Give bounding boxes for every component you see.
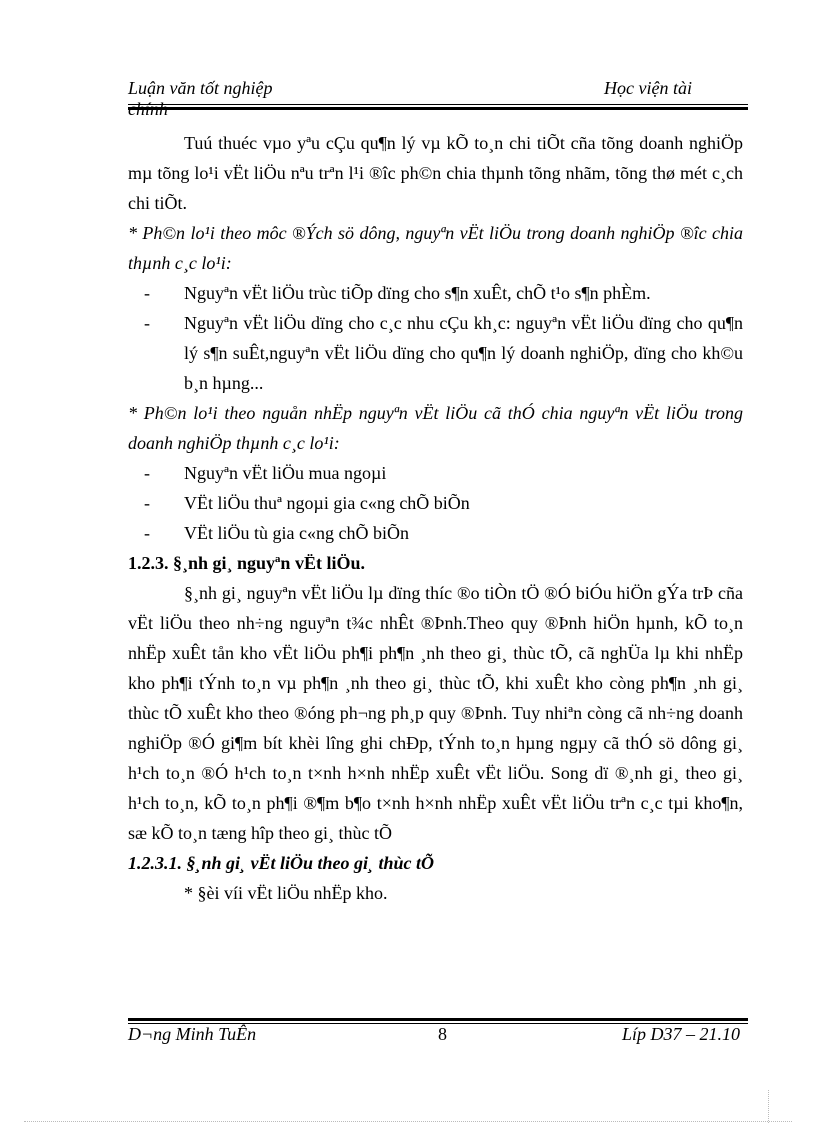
list-item xyxy=(128,458,743,488)
list-item-text: VËt liÖu thuª ngoµi gia c«ng chÕ biÕn xyxy=(184,493,470,513)
page-number: 8 xyxy=(438,1024,447,1044)
list-dash: - xyxy=(144,313,150,333)
classification-intro-1: * Ph©n lo¹i theo môc ®Ých sö dông, nguyªn vËt liÖu trong doanh nghiÖp ®îc chia thµnh c¸c lo¹i: xyxy=(128,223,743,273)
list-item xyxy=(128,488,743,518)
list-item-text: Nguyªn vËt liÖu dïng cho c¸c nhu cÇu kh¸c: nguyªn vËt liÖu dïng cho qu¶n lý s¶n suÊt,nguyªn vËt liÖu dïng cho qu¶n lý doanh nghiÖp, dïng cho kh©u b¸n hµng... xyxy=(184,313,743,393)
header-rule-thick xyxy=(128,107,748,110)
paragraph-1: Tuú thuéc vµo yªu cÇu qu¶n lý vµ kÕ to¸n chi tiÕt cña tõng doanh nghiÖp mµ tõng lo¹i vËt liÖu nªu trªn l¹i ®îc ph©n chia thµnh tõng nhãm, tõng thø mét c¸ch chi tiÕt. xyxy=(128,133,743,213)
header-left-title xyxy=(128,78,348,120)
list-item-text: Nguyªn vËt liÖu trùc tiÕp dïng cho s¶n xuÊt, chÕ t¹o s¶n phÈm. xyxy=(184,283,651,303)
header-rule-thin xyxy=(128,104,748,105)
paragraph-3: * §èi víi vËt liÖu nhËp kho. xyxy=(184,883,388,903)
page-header xyxy=(128,78,748,118)
section-heading: 1.2.3. §¸nh gi¸ nguyªn vËt liÖu. xyxy=(128,553,365,573)
list-dash: - xyxy=(144,283,150,303)
footer-class: Líp D37 – 21.10 xyxy=(621,1024,740,1044)
classification-intro-2: * Ph©n lo¹i theo nguån nhËp nguyªn vËt liÖu cã thÓ chia nguyªn vËt liÖu trong doanh nghiÖp thµnh c¸c lo¹i: xyxy=(128,403,743,453)
list-dash: - xyxy=(144,493,150,513)
footer-rule-thick xyxy=(128,1018,748,1021)
page-footer xyxy=(128,1024,748,1048)
footer-author: D¬ng Minh TuÊn xyxy=(128,1024,257,1044)
page-edge-dotted-line xyxy=(24,1121,792,1122)
list-item xyxy=(128,518,743,548)
paragraph-2: §¸nh gi¸ nguyªn vËt liÖu lµ dïng thíc ®o tiÒn tÖ ®Ó biÓu hiÖn gÝa trÞ cña vËt liÖu theo nh÷ng nguyªn t¾c nhÊt ®Þnh.Theo quy ®Þnh hiÖn hµnh, kÕ to¸n nhËp xuÊt tån kho vËt liÖu ph¶i ph¶n ¸nh theo gi¸ thùc tÕ, cã nghÜa lµ khi nhËp kho ph¶i tÝnh to¸n vµ ph¶n ¸nh theo gi¸ thùc tÕ, khi xuÊt kho còng ph¶n ¸nh gi¸ thùc tÕ xuÊt kho theo ®óng ph¬ng ph¸p quy ®Þnh. Tuy nhiªn còng cã nh÷ng doanh nghiÖp ®Ó gi¶m bít khèi lîng ghi chÐp, tÝnh to¸n hµng ngµy cã thÓ sö dông gi¸ h¹ch to¸n ®Ó h¹ch to¸n t×nh h×nh nhËp xuÊt vËt liÖu. Song dï ®¸nh gi¸ theo gi¸ h¹ch to¸n, kÕ to¸n ph¶i ®¶m b¶o t×nh h×nh nhËp xuÊt vËt liÖu trªn c¸c tµi kho¶n, sæ kÕ to¸n tæng hîp theo gi¸ thùc tÕ xyxy=(128,583,743,843)
list-item-text: Nguyªn vËt liÖu mua ngoµi xyxy=(184,463,387,483)
list-item xyxy=(128,278,743,308)
page-edge-dotted-corner xyxy=(768,1090,769,1123)
document-body xyxy=(128,128,743,908)
list-item xyxy=(128,308,743,398)
list-dash: - xyxy=(144,523,150,543)
list-item-text: VËt liÖu tù gia c«ng chÕ biÕn xyxy=(184,523,409,543)
header-right-title: Học viện tài xyxy=(604,78,692,98)
list-dash: - xyxy=(144,463,150,483)
subsection-heading: 1.2.3.1. §¸nh gi¸ vËt liÖu theo gi¸ thùc tÕ xyxy=(128,853,435,873)
header-left-line1: Luận văn tốt nghiệp xyxy=(128,78,273,98)
